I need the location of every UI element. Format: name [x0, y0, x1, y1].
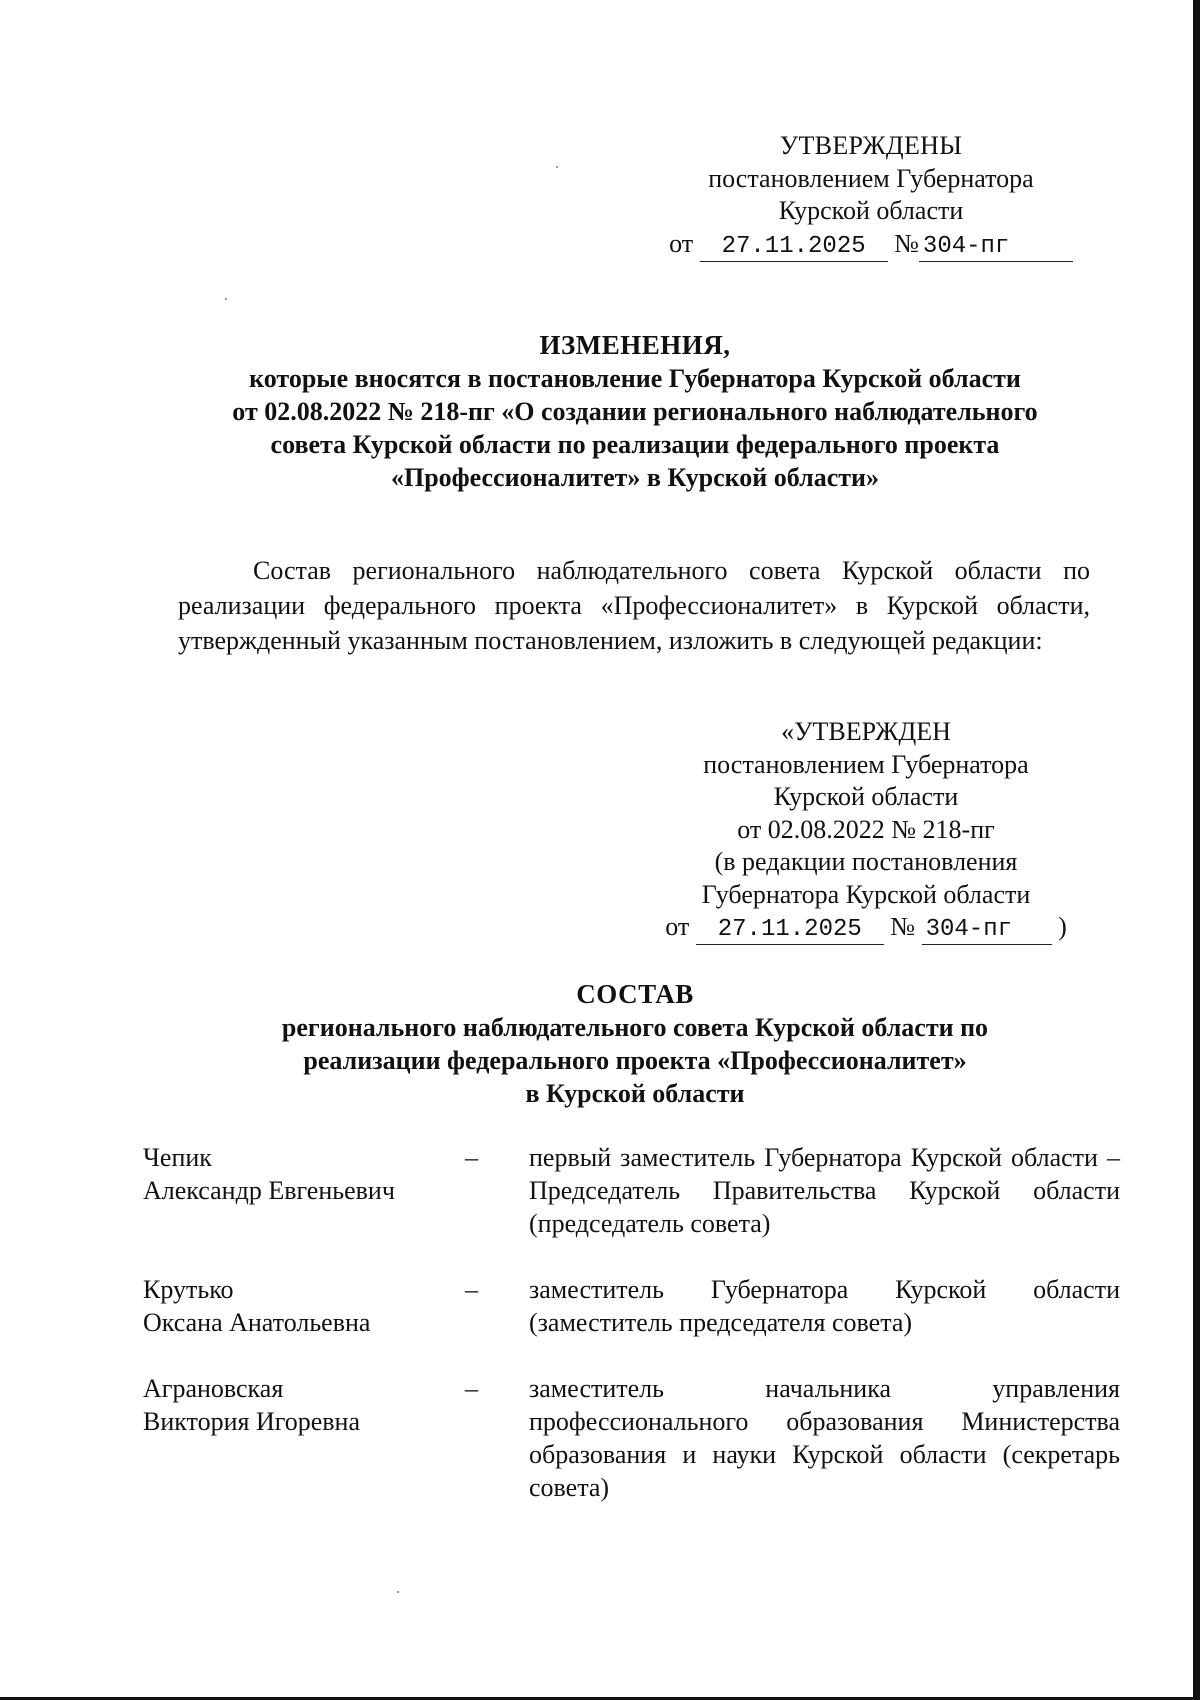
list-item	[143, 1141, 1120, 1240]
changes-heading-line: от 02.08.2022 № 218-пг «О создании регионального наблюдательного	[232, 397, 1038, 426]
approval-stamp-date-row	[665, 228, 1077, 262]
member-role: первый заместитель Губернатора Курской области – Председатель Правительства Курской области (председатель совета)	[529, 1143, 1120, 1238]
members-list	[143, 1141, 1120, 1537]
composition-stamp-date-row	[660, 911, 1072, 945]
approval-stamp-line: Курской области	[778, 196, 964, 225]
member-surname: Аграновская	[143, 1374, 284, 1403]
scan-speck	[556, 166, 558, 168]
scan-page-edge	[1193, 0, 1200, 1700]
approval-stamp-line: постановлением Губернатора	[708, 163, 1034, 193]
scan-speck	[225, 298, 227, 300]
member-role: заместитель Губернатора Курской области (заместитель председателя совета)	[529, 1275, 1120, 1337]
composition-heading-line: реализации федерального проекта «Профессионалитет»	[303, 1046, 967, 1075]
list-item	[143, 1372, 1120, 1504]
composition-stamp-line: постановлением Губернатора	[703, 749, 1029, 779]
closing-parenthesis: )	[1058, 912, 1067, 941]
date-prefix: от	[665, 912, 690, 941]
member-role: заместитель начальника управления профессионального образования Министерства образования и науки Курской области (секретарь совета)	[529, 1374, 1120, 1502]
decree-number-field: 304-пг	[919, 233, 1073, 262]
changes-heading-title: ИЗМЕНЕНИЯ,	[539, 330, 731, 360]
composition-heading-title: СОСТАВ	[576, 979, 694, 1009]
composition-heading	[140, 978, 1130, 1110]
decree-date-field: 27.11.2025	[700, 233, 888, 262]
changes-heading	[140, 329, 1130, 494]
number-prefix: №	[890, 912, 916, 941]
revision-number-field: 304-пг	[922, 916, 1052, 945]
number-prefix: №	[894, 228, 919, 258]
composition-heading-line: регионального наблюдательного совета Курской области по	[281, 1013, 989, 1042]
changes-heading-line: которые вносятся в постановление Губернатора Курской области	[249, 364, 1021, 393]
composition-heading-line: в Курской области	[525, 1079, 745, 1108]
member-dash: –	[465, 1143, 478, 1172]
scan-speck	[397, 1591, 399, 1593]
composition-stamp-line: Курской области	[773, 782, 959, 811]
member-dash: –	[465, 1374, 478, 1403]
intro-paragraph: Состав регионального наблюдательного совета Курской области по реализации федерального проекта «Профессионалитет» в Курской области, утвержденный указанным постановлением, изложить в следующей редакции:	[178, 556, 1090, 655]
member-name	[143, 1372, 465, 1438]
approval-stamp-title: УТВЕРЖДЕНЫ	[779, 131, 963, 160]
changes-heading-line: совета Курской области по реализации федерального проекта	[270, 430, 1000, 459]
member-name	[143, 1141, 465, 1207]
member-surname: Чепик	[143, 1143, 212, 1172]
member-dash: –	[465, 1275, 478, 1304]
composition-stamp-line: от 02.08.2022 № 218-пг	[737, 814, 995, 844]
composition-stamp-line: Губернатора Курской области	[701, 879, 1031, 909]
changes-heading-line: «Профессионалитет» в Курской области»	[390, 463, 880, 492]
approval-stamp	[665, 130, 1077, 262]
date-prefix: от	[669, 228, 694, 258]
composition-stamp-line: (в редакции постановления	[714, 847, 1018, 876]
member-given-names: Оксана Анатольевна	[143, 1308, 371, 1337]
composition-approval-stamp	[660, 716, 1072, 945]
member-name	[143, 1273, 465, 1339]
composition-stamp-title: «УТВЕРЖДЕН	[781, 717, 951, 746]
revision-date-field: 27.11.2025	[696, 916, 884, 945]
member-given-names: Виктория Игоревна	[143, 1407, 361, 1436]
member-given-names: Александр Евгеньевич	[143, 1176, 395, 1205]
member-surname: Крутько	[143, 1275, 234, 1304]
list-item	[143, 1273, 1120, 1339]
